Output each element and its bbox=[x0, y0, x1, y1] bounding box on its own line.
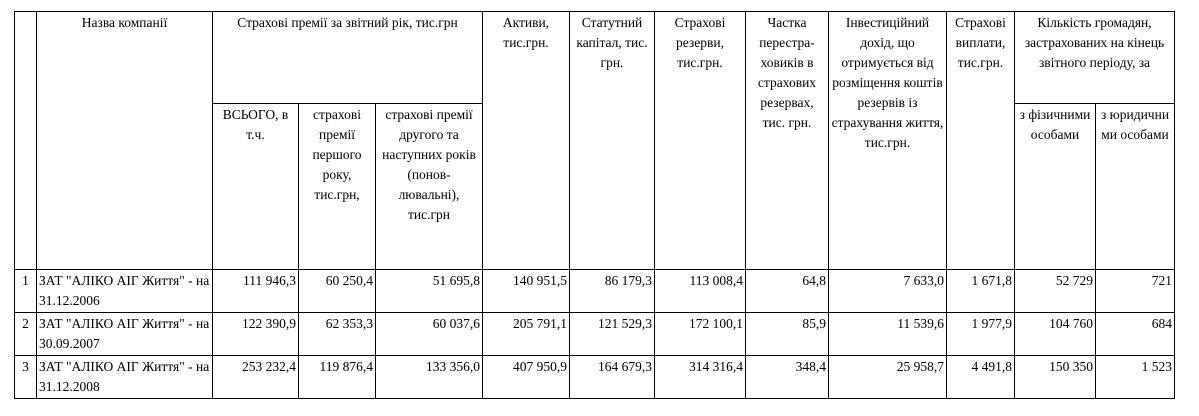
company-name-cell: ЗАТ "АЛІКО АІГ Життя" - на 31.12.2008 bbox=[37, 356, 213, 399]
header-reinsurer-share: Частка перестра-ховиків в страхових резервах, тис. грн. bbox=[746, 12, 829, 270]
premiums-first-cell: 119 876,4 bbox=[299, 356, 376, 399]
insured-legal-cell: 684 bbox=[1096, 313, 1175, 356]
header-premiums-total: ВСЬОГО, в т.ч. bbox=[213, 104, 299, 270]
header-reserves: Страхові резерви, тис.грн. bbox=[655, 12, 746, 270]
reinsurer-share-cell: 348,4 bbox=[746, 356, 829, 399]
header-insured-legal: з юридични ми особами bbox=[1096, 104, 1175, 270]
header-insured-individuals: з фізичними особами bbox=[1015, 104, 1096, 270]
header-investment-income: Інвестиційний дохід, що отримується від розміщення коштів резервів із страхування життя, тис.грн. bbox=[829, 12, 947, 270]
premiums-renewal-cell: 133 356,0 bbox=[376, 356, 483, 399]
insured-individuals-cell: 150 350 bbox=[1015, 356, 1096, 399]
assets-cell: 205 791,1 bbox=[483, 313, 570, 356]
header-premiums-first: страхові премії першого року, тис.грн, bbox=[299, 104, 376, 270]
header-insured-count: Кількість громадян, застрахованих на кінець звітного періоду, за bbox=[1015, 12, 1175, 104]
row-number: 3 bbox=[15, 356, 37, 399]
insured-legal-cell: 721 bbox=[1096, 270, 1175, 313]
reinsurer-share-cell: 85,9 bbox=[746, 313, 829, 356]
premiums-first-cell: 62 353,3 bbox=[299, 313, 376, 356]
payments-cell: 1 977,9 bbox=[947, 313, 1015, 356]
table-row bbox=[15, 313, 1175, 356]
header-premiums: Страхові премії за звітний рік, тис.грн bbox=[213, 12, 483, 104]
reinsurer-share-cell: 64,8 bbox=[746, 270, 829, 313]
premiums-renewal-cell: 60 037,6 bbox=[376, 313, 483, 356]
header-assets: Активи, тис.грн. bbox=[483, 12, 570, 270]
insured-individuals-cell: 52 729 bbox=[1015, 270, 1096, 313]
investment-income-cell: 7 633,0 bbox=[829, 270, 947, 313]
header-premiums-renewal: страхові премії другого та наступних років (понов-лювальні), тис.грн bbox=[376, 104, 483, 270]
insured-individuals-cell: 104 760 bbox=[1015, 313, 1096, 356]
capital-cell: 164 679,3 bbox=[570, 356, 655, 399]
premiums-total-cell: 111 946,3 bbox=[213, 270, 299, 313]
header-payments: Страхові виплати, тис.грн. bbox=[947, 12, 1015, 270]
insured-legal-cell: 1 523 bbox=[1096, 356, 1175, 399]
header-num bbox=[15, 12, 37, 270]
assets-cell: 407 950,9 bbox=[483, 356, 570, 399]
reserves-cell: 314 316,4 bbox=[655, 356, 746, 399]
row-number: 2 bbox=[15, 313, 37, 356]
insurance-company-table bbox=[14, 11, 1175, 399]
capital-cell: 121 529,3 bbox=[570, 313, 655, 356]
capital-cell: 86 179,3 bbox=[570, 270, 655, 313]
header-row-1 bbox=[15, 12, 1175, 104]
premiums-total-cell: 253 232,4 bbox=[213, 356, 299, 399]
premiums-renewal-cell: 51 695,8 bbox=[376, 270, 483, 313]
company-name-cell: ЗАТ "АЛІКО АІГ Життя" - на 31.12.2006 bbox=[37, 270, 213, 313]
header-capital: Статутний капітал, тис. грн. bbox=[570, 12, 655, 270]
investment-income-cell: 11 539,6 bbox=[829, 313, 947, 356]
premiums-total-cell: 122 390,9 bbox=[213, 313, 299, 356]
payments-cell: 4 491,8 bbox=[947, 356, 1015, 399]
table-row bbox=[15, 270, 1175, 313]
assets-cell: 140 951,5 bbox=[483, 270, 570, 313]
premiums-first-cell: 60 250,4 bbox=[299, 270, 376, 313]
table-row bbox=[15, 356, 1175, 399]
row-number: 1 bbox=[15, 270, 37, 313]
reserves-cell: 172 100,1 bbox=[655, 313, 746, 356]
investment-income-cell: 25 958,7 bbox=[829, 356, 947, 399]
payments-cell: 1 671,8 bbox=[947, 270, 1015, 313]
reserves-cell: 113 008,4 bbox=[655, 270, 746, 313]
company-name-cell: ЗАТ "АЛІКО АІГ Життя" - на 30.09.2007 bbox=[37, 313, 213, 356]
header-company-name: Назва компанії bbox=[37, 12, 213, 270]
